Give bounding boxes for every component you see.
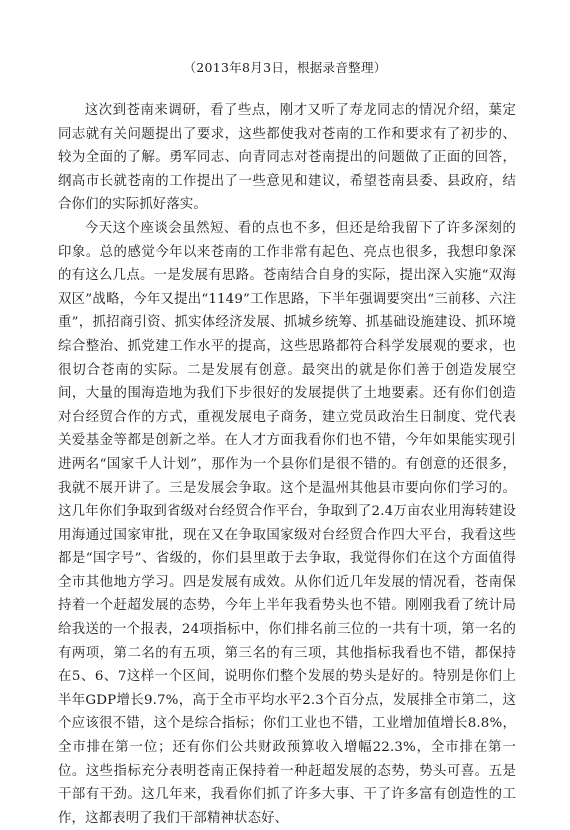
paragraph-impressions: 今天这个座谈会虽然短、看的点也不多，但还是给我留下了许多深刻的印象。总的感觉今年以来苍南的工作非常有起色、亮点也很多，我想印象深的有这么几点。一是发展有思路。苍南结合自身的实际，提出深入实施“双海双区”战略，今年又提出“1149”工作思路，下半年强调要突出“三前移、六注重”，抓招商引资、抓实体经济发展、抓城乡统筹、抓基础设施建设、抓环境综合整治、抓党建工作水平的提高，这些思路都符合科学发展观的要求，也很切合苍南的实际。二是发展有创意。最突出的就是你们善于创造发展空间，大量的围海造地为我们下步很好的发展提供了土地要素。还有你们创造对台经贸合作的方式，重视发展电子商务，建立党员政治生日制度、党代表关爱基金等都是创新之举。在人才方面我看你们也不错，今年如果能实现引进两名“国家千人计划”，那作为一个县你们是很不错的。有创意的还很多，我就不展开讲了。三是发展会争取。这个是温州其他县市要向你们学习的。这几年你们争取到省级对台经贸合作平台，争取到了2.4万亩农业用海转建设用海通过国家审批，现在又在争取国家级对台经贸合作四大平台，我看这些都是“国字号”、省级的，你们县里敢于去争取，我觉得你们在这个方面值得全市其他地方学习。四是发展有成效。从你们近几年发展的情况看，苍南保持着一个赶超发展的态势，今年上半年我看势头也不错。刚刚我看了统计局给我送的一个报表，24项指标中，你们排名前三位的一共有十项，第一名的有两项，第二名的有五项，第三名的有三项，其他指标我看也不错，都保持在5、6、7这样一个区间，说明你们整个发展的势头是好的。特别是你们上半年GDP增长9.7%，高于全市平均水平2.3个百分点，发展排全市第二，这个应该很不错，这个是综合指标；你们工业也不错，工业增加值增长8.8%，全市排在第一位；还有你们公共财政预算收入增幅22.3%，全市排在第一位。这些指标充分表明苍南正保持着一种赶超发展的态势，势头可喜。五是干部有干劲。这几年来，我看你们抓了许多大事、干了许多富有创造性的工作，这都表明了我们干部精神状态好、 xyxy=(58,220,516,826)
document-body xyxy=(58,99,516,830)
paragraph-intro: 这次到苍南来调研，看了些点，刚才又听了寿龙同志的情况介绍，葉定同志就有关问题提出了要求，这些都使我对苍南的工作和要求有了初步的、较为全面的了解。勇军同志、向青同志对苍南提出的问题做了正面的回答，纲高市长就苍南的工作提出了一些意见和建议，希望苍南县委、县政府，结合你们的实际抓好落实。 xyxy=(58,103,516,213)
recording-note: （2013年8月3日，根据录音整理） xyxy=(183,60,387,75)
